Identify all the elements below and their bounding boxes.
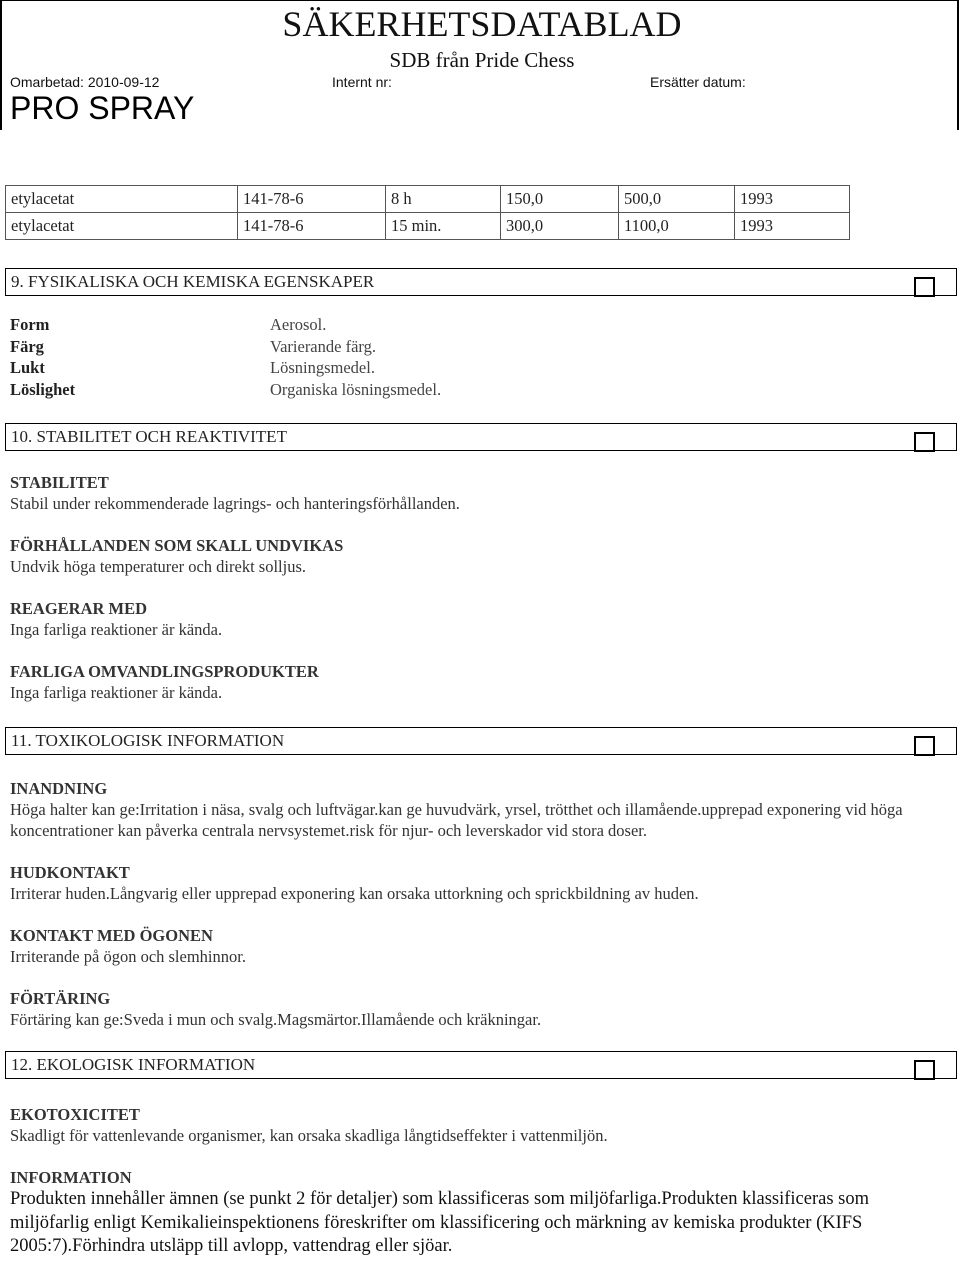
block-title: FÖRHÅLLANDEN SOM SKALL UNDVIKAS bbox=[10, 536, 344, 555]
property-value: Aerosol. bbox=[270, 315, 327, 334]
table-cell: 1993 bbox=[735, 186, 850, 213]
block-text: Irriterar huden.Långvarig eller upprepad exponering kan orsaka uttorkning och sprickbildning av huden. bbox=[10, 884, 699, 903]
info-block bbox=[10, 661, 950, 703]
property-value: Lösningsmedel. bbox=[270, 358, 375, 377]
physical-properties-list bbox=[10, 314, 710, 400]
property-value: Organiska lösningsmedel. bbox=[270, 379, 442, 399]
block-title: INFORMATION bbox=[10, 1168, 132, 1187]
block-title: KONTAKT MED ÖGONEN bbox=[10, 926, 213, 945]
table-row bbox=[6, 213, 850, 240]
block-text: Irriterande på ögon och slemhinnor. bbox=[10, 947, 246, 966]
table-cell: 150,0 bbox=[501, 186, 619, 213]
property-label: Löslighet bbox=[10, 379, 76, 399]
info-block bbox=[10, 1104, 950, 1146]
info-block bbox=[10, 472, 950, 514]
table-cell: 141-78-6 bbox=[238, 213, 386, 240]
block-text: Skadligt för vattenlevande organismer, kan orsaka skadliga långtidseffekter i vattenmiljön. bbox=[10, 1126, 608, 1145]
info-block bbox=[10, 778, 950, 841]
section-12-heading-bar bbox=[5, 1051, 957, 1079]
section-checkbox bbox=[914, 1060, 935, 1080]
section-heading: 10. STABILITET OCH REAKTIVITET bbox=[11, 427, 287, 446]
info-block bbox=[10, 925, 950, 967]
product-name: PRO SPRAY bbox=[10, 90, 195, 126]
property-row bbox=[10, 336, 710, 358]
block-text: Inga farliga reaktioner är kända. bbox=[10, 620, 223, 639]
toxicology-blocks bbox=[10, 778, 950, 1051]
block-title: FÖRTÄRING bbox=[10, 989, 111, 1008]
section-checkbox bbox=[914, 432, 935, 452]
section-9-heading-bar bbox=[5, 268, 957, 296]
property-value: Varierande färg. bbox=[270, 336, 376, 356]
block-text: Undvik höga temperaturer och direkt solljus. bbox=[10, 557, 307, 576]
info-block bbox=[10, 988, 950, 1030]
table-cell: etylacetat bbox=[6, 213, 238, 240]
property-label: Lukt bbox=[10, 358, 45, 377]
table-cell: 1100,0 bbox=[619, 213, 735, 240]
section-checkbox bbox=[914, 277, 935, 297]
info-block bbox=[10, 1167, 950, 1259]
block-text: Produkten innehåller ämnen (se punkt 2 för detaljer) som klassificeras som miljöfarliga.Produkten klassificeras som miljöfarlig enligt Kemikalieinspektionens föreskrifter om klassificering och märkning av kemiska produkter (KIFS 2005:7).Förhindra utsläpp till avlopp, vattendrag eller sjöar. bbox=[10, 1189, 870, 1256]
section-checkbox bbox=[914, 736, 935, 756]
table-cell: etylacetat bbox=[6, 186, 238, 213]
property-row bbox=[10, 379, 710, 401]
info-block bbox=[10, 535, 950, 577]
block-text: Stabil under rekommenderade lagrings- och hanteringsförhållanden. bbox=[10, 494, 460, 513]
block-title: FARLIGA OMVANDLINGSPRODUKTER bbox=[10, 662, 319, 681]
section-10-heading-bar bbox=[5, 423, 957, 451]
block-title: INANDNING bbox=[10, 779, 108, 798]
block-text: Höga halter kan ge:Irritation i näsa, svalg och luftvägar.kan ge huvudvärk, yrsel, trötthet och illamående.upprepad exponering vid höga koncentrationer kan påverka centrala nervsystemet.risk för njur- och leverskador vid stora doser. bbox=[10, 800, 903, 840]
block-title: STABILITET bbox=[10, 473, 109, 492]
table-cell: 141-78-6 bbox=[238, 186, 386, 213]
section-heading: 9. FYSIKALISKA OCH KEMISKA EGENSKAPER bbox=[11, 272, 375, 291]
table-cell: 15 min. bbox=[386, 213, 501, 240]
internal-number: Internt nr: bbox=[332, 74, 392, 90]
block-title: REAGERAR MED bbox=[10, 599, 148, 618]
table-row bbox=[6, 186, 850, 213]
section-heading: 12. EKOLOGISK INFORMATION bbox=[11, 1055, 256, 1074]
info-block bbox=[10, 862, 950, 904]
property-row bbox=[10, 314, 710, 336]
section-11-heading-bar bbox=[5, 727, 957, 755]
property-label: Form bbox=[10, 315, 50, 334]
table-cell: 1993 bbox=[735, 213, 850, 240]
ecology-blocks bbox=[10, 1104, 950, 1280]
info-block bbox=[10, 598, 950, 640]
table-cell: 300,0 bbox=[501, 213, 619, 240]
replaces-date: Ersätter datum: bbox=[650, 74, 746, 90]
stability-blocks bbox=[10, 472, 950, 724]
table-cell: 500,0 bbox=[619, 186, 735, 213]
table-cell: 8 h bbox=[386, 186, 501, 213]
block-title: HUDKONTAKT bbox=[10, 863, 130, 882]
block-text: Förtäring kan ge:Sveda i mun och svalg.Magsmärtor.Illamående och kräkningar. bbox=[10, 1010, 542, 1029]
block-text: Inga farliga reaktioner är kända. bbox=[10, 683, 223, 702]
property-label: Färg bbox=[10, 336, 44, 356]
section-heading: 11. TOXIKOLOGISK INFORMATION bbox=[11, 731, 285, 750]
block-title: EKOTOXICITET bbox=[10, 1105, 140, 1124]
revised-date: Omarbetad: 2010-09-12 bbox=[10, 74, 160, 90]
exposure-limits-table bbox=[5, 185, 850, 240]
document-subtitle: SDB från Pride Chess bbox=[389, 48, 575, 72]
property-row bbox=[10, 357, 710, 379]
document-title: SÄKERHETSDATABLAD bbox=[282, 4, 682, 44]
